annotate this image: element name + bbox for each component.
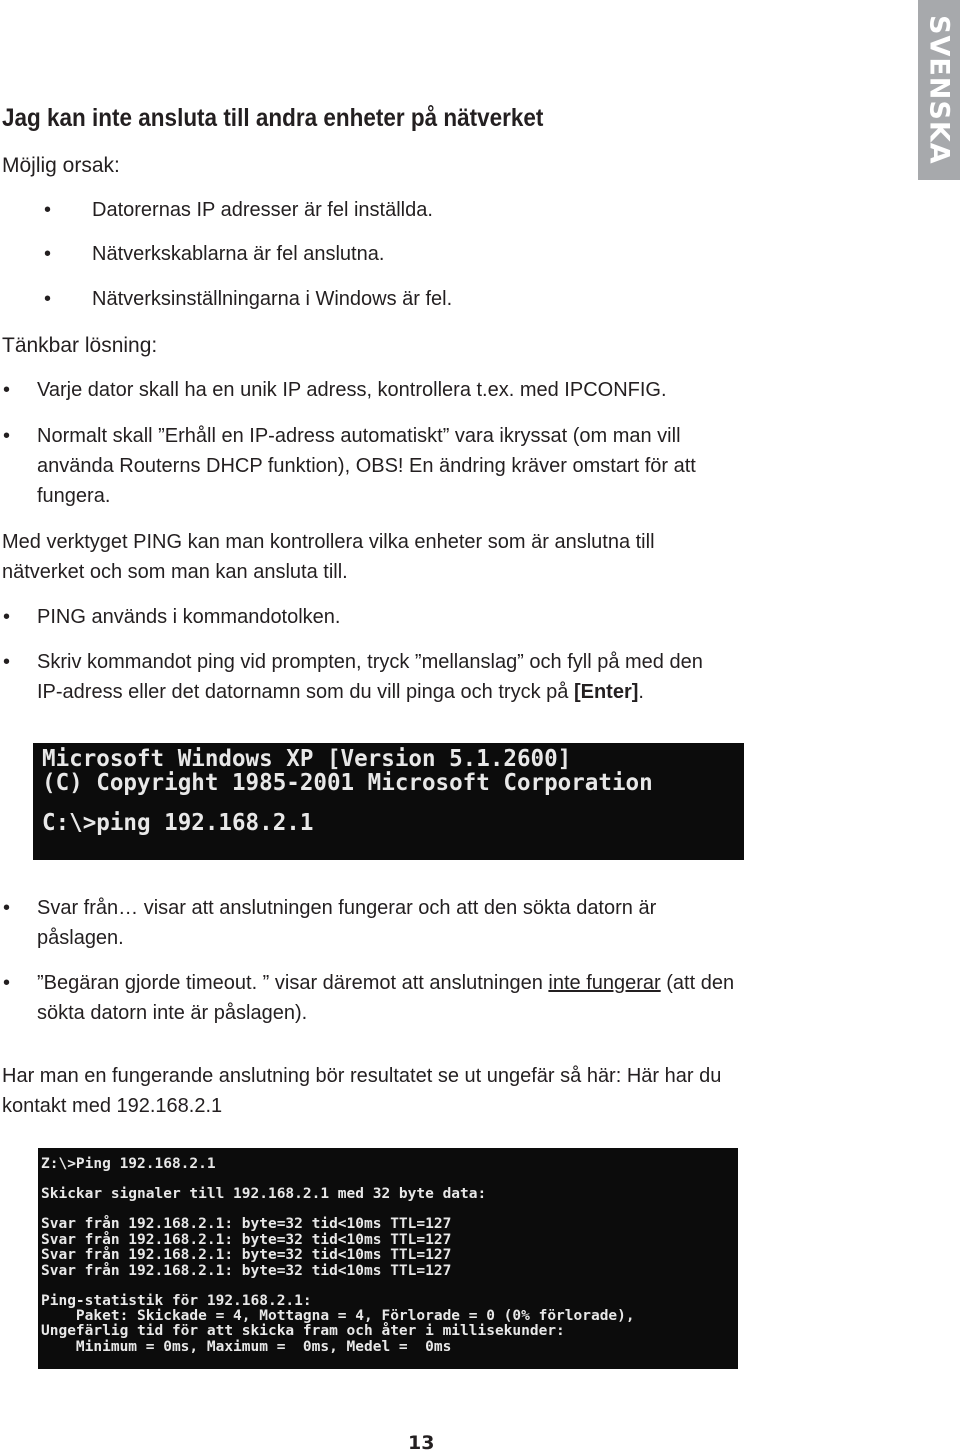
terminal-line: Ungefärlig tid för att skicka fram och åter i millisekunder: [41, 1323, 565, 1339]
result-item-1-line-1: Svar från… visar att anslutningen fungerar och att den sökta datorn är [37, 897, 657, 919]
ping-intro-line-2: nätverket och som man kan ansluta till. [2, 561, 348, 583]
bullet-icon: • [44, 288, 52, 310]
result-item-2-tail: (att den [660, 972, 735, 994]
bullet-icon: • [3, 897, 11, 919]
solution-item-2-line-2: använda Routerns DHCP funktion), OBS! En ändring kräver omstart för att [37, 455, 696, 477]
terminal-line: Ping-statistik för 192.168.2.1: [41, 1293, 312, 1309]
terminal-line: Svar från 192.168.2.1: byte=32 tid<10ms TTL=127 [41, 1247, 452, 1263]
terminal-screenshot-2 [38, 1148, 738, 1369]
possible-solution-heading: Tänkbar lösning: [2, 334, 158, 357]
page-title: Jag kan inte ansluta till andra enheter på nätverket [2, 104, 544, 132]
ping-item-2-line-2 [37, 677, 644, 707]
language-tab [918, 0, 960, 180]
bullet-icon: • [3, 651, 11, 673]
terminal-line: Svar från 192.168.2.1: byte=32 tid<10ms TTL=127 [41, 1232, 452, 1248]
solution-item-2-line-3: fungera. [37, 485, 111, 507]
ping-item-2-period: . [638, 681, 644, 703]
cause-item-1: Datorernas IP adresser är fel inställda. [92, 199, 433, 221]
cause-item-2: Nätverkskablarna är fel anslutna. [92, 243, 385, 265]
cause-item-3: Nätverksinställningarna i Windows är fel. [92, 288, 453, 310]
ping-intro-line-1: Med verktyget PING kan man kontrollera vilka enheter som är anslutna till [2, 531, 655, 553]
conclusion-line-2: kontakt med 192.168.2.1 [2, 1095, 223, 1117]
bullet-icon: • [3, 379, 11, 401]
terminal-line: Svar från 192.168.2.1: byte=32 tid<10ms TTL=127 [41, 1216, 452, 1232]
solution-item-1: Varje dator skall ha en unik IP adress, kontrollera t.ex. med IPCONFIG. [37, 379, 667, 401]
ping-item-1: PING används i kommandotolken. [37, 606, 341, 628]
solution-item-2-line-1: Normalt skall ”Erhåll en IP-adress automatiskt” vara ikryssat (om man vill [37, 425, 681, 447]
result-item-2-line-1 [37, 968, 734, 998]
language-tab-label: SVENSKA [923, 15, 955, 165]
terminal-line: Svar från 192.168.2.1: byte=32 tid<10ms TTL=127 [41, 1263, 452, 1279]
page-number: 13 [408, 1432, 435, 1454]
possible-cause-heading: Möjlig orsak: [2, 154, 120, 177]
bullet-icon: • [3, 972, 11, 994]
terminal-line: Paket: Skickade = 4, Mottagna = 4, Förlorade = 0 (0% förlorade), [41, 1308, 635, 1324]
enter-key-label: [Enter] [573, 681, 639, 703]
terminal-screenshot-1 [33, 743, 744, 860]
ping-item-2-text: IP-adress eller det datornamn som du vill pinga och tryck på [37, 681, 574, 703]
terminal-line: (C) Copyright 1985-2001 Microsoft Corporation [42, 770, 653, 796]
bullet-icon: • [44, 243, 52, 265]
result-item-2-line-2: sökta datorn inte är påslagen). [37, 1002, 308, 1024]
result-item-2-text: ”Begäran gjorde timeout. ” visar däremot att anslutningen [37, 972, 549, 994]
bullet-icon: • [3, 425, 11, 447]
terminal-line: Z:\>Ping 192.168.2.1 [41, 1156, 216, 1172]
result-item-1-line-2: påslagen. [37, 927, 124, 949]
bullet-icon: • [3, 606, 11, 628]
conclusion-line-1: Har man en fungerande anslutning bör resultatet se ut ungefär så här: Här har du [2, 1065, 722, 1087]
terminal-line: Skickar signaler till 192.168.2.1 med 32 byte data: [41, 1186, 487, 1202]
terminal-line: Minimum = 0ms, Maximum = 0ms, Medel = 0ms [41, 1339, 452, 1355]
underlined-text: inte fungerar [548, 972, 661, 994]
terminal-line: Microsoft Windows XP [Version 5.1.2600] [42, 746, 572, 772]
ping-item-2-line-1: Skriv kommandot ping vid prompten, tryck ”mellanslag” och fyll på med den [37, 651, 703, 673]
terminal-line: C:\>ping 192.168.2.1 [42, 810, 314, 836]
bullet-icon: • [44, 199, 52, 221]
